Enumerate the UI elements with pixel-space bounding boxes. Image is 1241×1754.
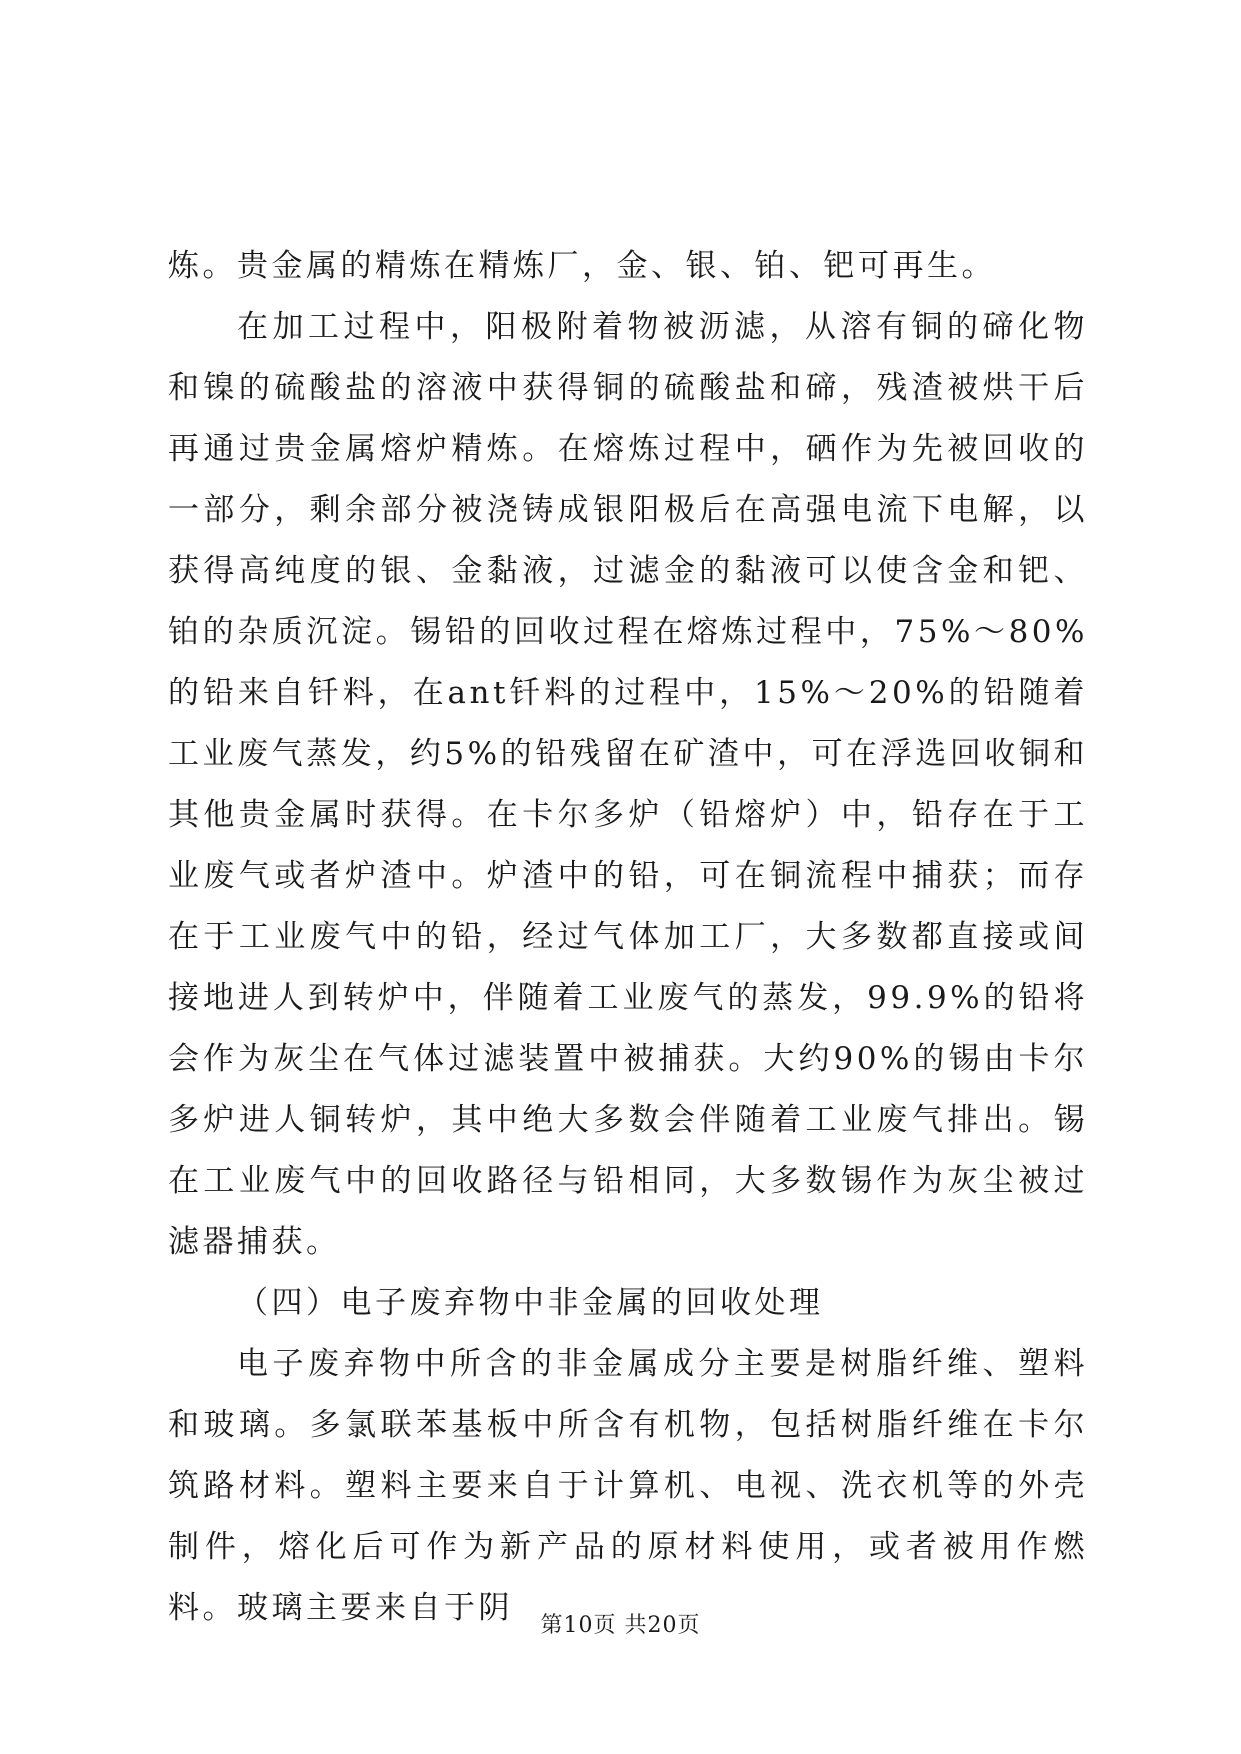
paragraph-processing: 在加工过程中，阳极附着物被沥滤，从溶有铜的碲化物和镍的硫酸盐的溶液中获得铜的硫酸盐和碲，残渣被烘干后再通过贵金属熔炉精炼。在熔炼过程中，硒作为先被回收的一部分，剩余部分被浇铸成银阳极后在高强电流下电解，以获得高纯度的银、金黏液，过滤金的黏液可以使含金和钯、铂的杂质沉淀。锡铅的回收过程在熔炼过程中，75%～80%的铅来自钎料，在ant钎料的过程中，15%～20%的铅随着工业废气蒸发，约5%的铅残留在矿渣中，可在浮选回收铜和其他贵金属时获得。在卡尔多炉（铅熔炉）中，铅存在于工业废气或者炉渣中。炉渣中的铅，可在铜流程中捕获；而存在于工业废气中的铅，经过气体加工厂，大多数都直接或间接地进人到转炉中，伴随着工业废气的蒸发，99.9%的铅将会作为灰尘在气体过滤装置中被捕获。大约90%的锡由卡尔多炉进人铜转炉，其中绝大多数会伴随着工业废气排出。锡在工业废气中的回收路径与铅相同，大多数锡作为灰尘被过滤器捕获。 — [168, 309, 1088, 1260]
paragraph-nonmetal: 电子废弃物中所含的非金属成分主要是树脂纤维、塑料和玻璃。多氯联苯基板中所含有机物，包括树脂纤维在卡尔筑路材料。塑料主要来自于计算机、电视、洗衣机等的外壳制件，熔化后可作为新产品的原材料使用，或者被用作燃料。玻璃主要来自于阴 — [168, 1346, 1088, 1626]
page-footer: 第10页 共20页 — [540, 1613, 701, 1638]
paragraph-continuation: 炼。贵金属的精炼在精炼厂，金、银、铂、钯可再生。 — [168, 248, 996, 284]
body-text — [168, 236, 1088, 1639]
section-heading: （四）电子废弃物中非金属的回收处理 — [237, 1285, 824, 1321]
